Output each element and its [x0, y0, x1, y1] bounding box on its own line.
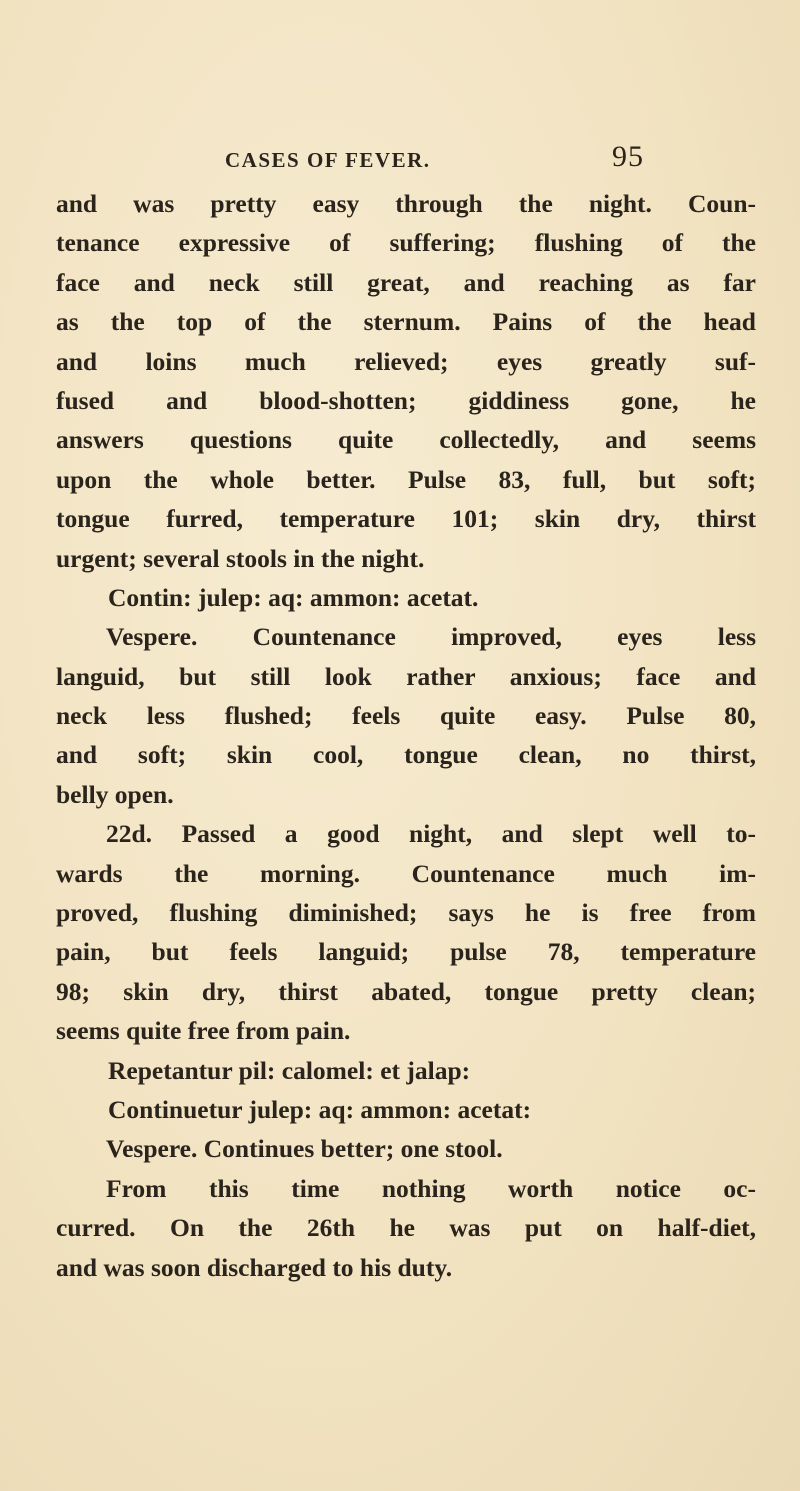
text-line: fused and blood-shotten; giddiness gone, he — [56, 385, 756, 415]
text-line: wards the morning. Countenance much im- — [56, 858, 756, 888]
text-line: neck less flushed; feels quite easy. Pulse 80, — [56, 701, 756, 731]
body-text — [56, 184, 756, 1287]
text-line: tenance expressive of suffering; flushing of the — [56, 228, 756, 258]
text-line: pain, but feels languid; pulse 78, temperature — [56, 937, 756, 967]
text-line: and loins much relieved; eyes greatly suf- — [56, 346, 756, 376]
text-line: belly open. — [56, 779, 174, 809]
text-line: 98; skin dry, thirst abated, tongue pretty clean; — [56, 976, 756, 1006]
prescription-line: Continuetur julep: aq: ammon: acetat: — [108, 1094, 532, 1124]
text-line: Vespere. Continues better; one stool. — [106, 1134, 503, 1164]
prescription-line: Contin: julep: aq: ammon: acetat. — [108, 582, 479, 612]
text-line: face and neck still great, and reaching as far — [56, 267, 756, 297]
page-number: 95 — [612, 140, 644, 173]
text-line: tongue furred, temperature 101; skin dry, thirst — [56, 504, 756, 534]
text-line: 22d. Passed a good night, and slept well to- — [106, 819, 756, 849]
text-line: Vespere. Countenance improved, eyes less — [106, 622, 756, 652]
running-title: CASES OF FEVER. — [225, 148, 431, 172]
text-line: answers questions quite collectedly, and seems — [56, 425, 756, 455]
text-line: proved, flushing diminished; says he is free from — [56, 898, 756, 928]
text-line: and was pretty easy through the night. Coun- — [56, 189, 756, 218]
text-line: curred. On the 26th he was put on half-diet, — [56, 1213, 756, 1243]
text-line: and was soon discharged to his duty. — [56, 1252, 453, 1282]
text-line: urgent; several stools in the night. — [56, 543, 425, 573]
text-line: languid, but still look rather anxious; face and — [56, 661, 756, 691]
text-line: and soft; skin cool, tongue clean, no thirst, — [56, 740, 756, 770]
text-line: From this time nothing worth notice oc- — [106, 1173, 756, 1203]
text-line: as the top of the sternum. Pains of the head — [56, 307, 756, 337]
prescription-line: Repetantur pil: calomel: et jalap: — [108, 1055, 471, 1085]
running-head — [0, 140, 800, 180]
text-line: upon the whole better. Pulse 83, full, but soft; — [56, 464, 756, 494]
text-line: seems quite free from pain. — [56, 1016, 351, 1046]
